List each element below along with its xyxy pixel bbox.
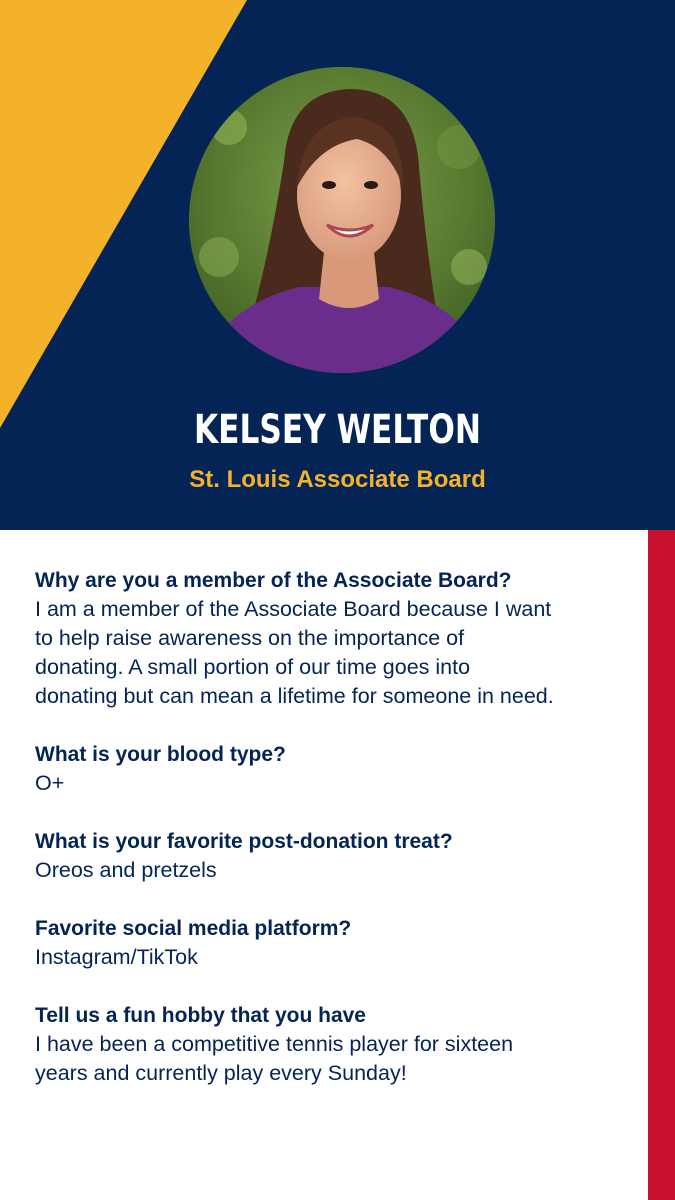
answer-line: years and currently play every Sunday! [35,1061,407,1085]
qa-item [35,1001,635,1088]
question: Favorite social media platform? [35,917,352,940]
red-accent-bar [648,530,675,1200]
question: Tell us a fun hobby that you have [35,1004,366,1027]
question: What is your favorite post-donation treat? [35,830,453,853]
answer-line: O+ [35,771,65,795]
answer-line: to help raise awareness on the importance of [35,626,465,650]
answer-line: I am a member of the Associate Board because I want [35,597,552,621]
qa-section [35,566,635,1117]
member-name: KELSEY WELTON [194,407,481,453]
qa-item [35,740,635,798]
avatar [189,67,495,373]
qa-item [35,827,635,885]
question: Why are you a member of the Associate Board? [35,569,512,592]
profile-header [0,0,675,530]
portrait-photo [189,67,495,373]
answer-line: donating but can mean a lifetime for someone in need. [35,684,554,708]
answer-line: donating. A small portion of our time goes into [35,655,471,679]
answer-line: Instagram/TikTok [35,945,198,969]
qa-item [35,914,635,972]
answer-line: Oreos and pretzels [35,858,217,882]
answer-line: I have been a competitive tennis player for sixteen [35,1032,514,1056]
board-name: St. Louis Associate Board [189,466,486,493]
question: What is your blood type? [35,743,286,766]
qa-item [35,566,635,711]
